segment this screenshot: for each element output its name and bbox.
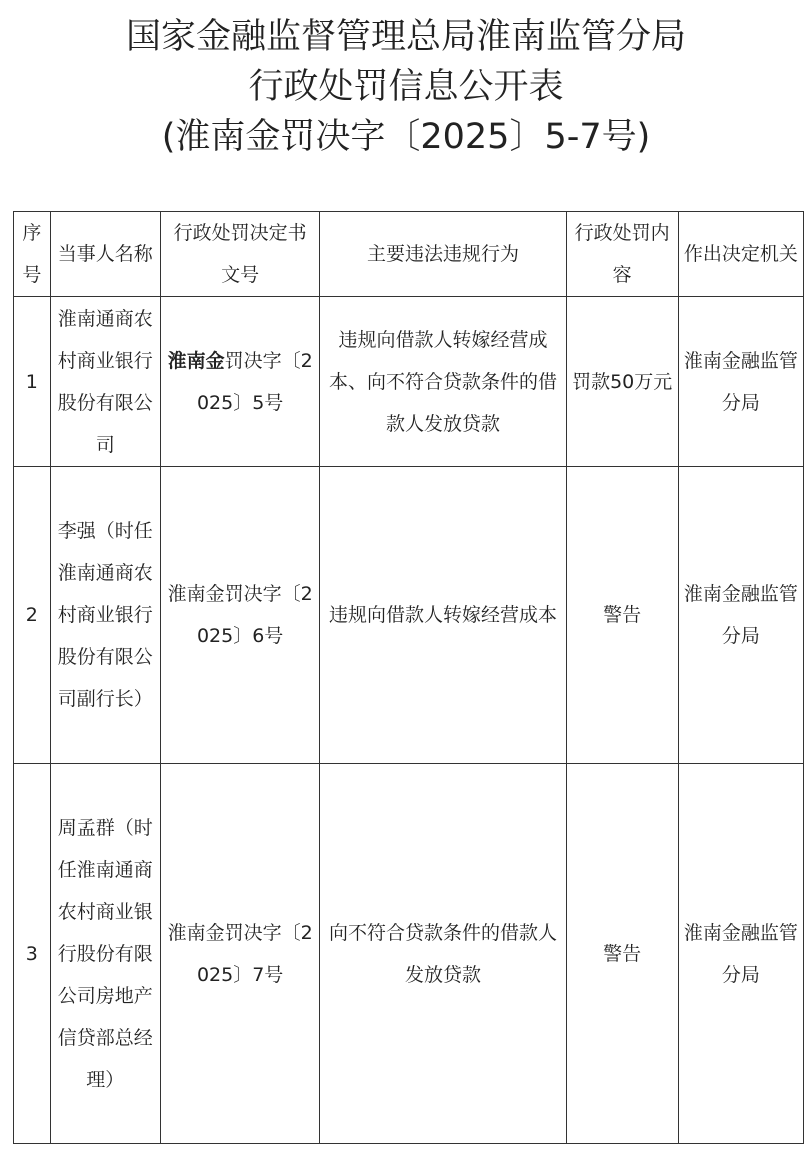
cell-authority: 淮南金融监管分局 bbox=[678, 467, 803, 764]
title-line-1: 国家金融监督管理总局淮南监管分局 bbox=[125, 17, 686, 57]
header-violation: 主要违法违规行为 bbox=[320, 212, 566, 297]
cell-doc-no: 淮南金罚决字〔2025〕7号 bbox=[160, 764, 320, 1144]
table-header-row bbox=[14, 212, 804, 297]
cell-authority: 淮南金融监管分局 bbox=[678, 764, 803, 1144]
header-penalty: 行政处罚内容 bbox=[566, 212, 678, 297]
table-row bbox=[14, 467, 804, 764]
header-authority: 作出决定机关 bbox=[678, 212, 803, 297]
cell-penalty: 警告 bbox=[566, 764, 678, 1144]
cell-party: 李强（时任淮南通商农村商业银行股份有限公司副行长） bbox=[50, 467, 160, 764]
title-line-3: (淮南金罚决字〔2025〕5-7号) bbox=[161, 117, 651, 157]
header-doc-no: 行政处罚决定书文号 bbox=[160, 212, 320, 297]
cell-authority: 淮南金融监管分局 bbox=[678, 297, 803, 467]
table-row bbox=[14, 297, 804, 467]
title-line-2: 行政处罚信息公开表 bbox=[248, 67, 564, 107]
header-no: 序号 bbox=[14, 212, 51, 297]
cell-violation: 违规向借款人转嫁经营成本、向不符合贷款条件的借款人发放贷款 bbox=[320, 297, 566, 467]
penalty-table bbox=[13, 211, 804, 1144]
header-party: 当事人名称 bbox=[50, 212, 160, 297]
cell-party: 淮南通商农村商业银行股份有限公司 bbox=[50, 297, 160, 467]
table-row bbox=[14, 764, 804, 1144]
cell-violation: 向不符合贷款条件的借款人发放贷款 bbox=[320, 764, 566, 1144]
cell-penalty: 罚款50万元 bbox=[566, 297, 678, 467]
cell-doc-no: 淮南金罚决字〔2025〕6号 bbox=[160, 467, 320, 764]
document-title bbox=[0, 0, 812, 162]
cell-no: 3 bbox=[14, 764, 51, 1144]
cell-no: 2 bbox=[14, 467, 51, 764]
doc-no-bold: 淮南金 bbox=[167, 349, 225, 372]
cell-no: 1 bbox=[14, 297, 51, 467]
cell-penalty: 警告 bbox=[566, 467, 678, 764]
cell-doc-no bbox=[160, 297, 320, 467]
cell-violation: 违规向借款人转嫁经营成本 bbox=[320, 467, 566, 764]
doc-no-rest: 罚决字〔2025〕5号 bbox=[196, 349, 313, 414]
cell-party: 周孟群（时任淮南通商农村商业银行股份有限公司房地产信贷部总经理） bbox=[50, 764, 160, 1144]
